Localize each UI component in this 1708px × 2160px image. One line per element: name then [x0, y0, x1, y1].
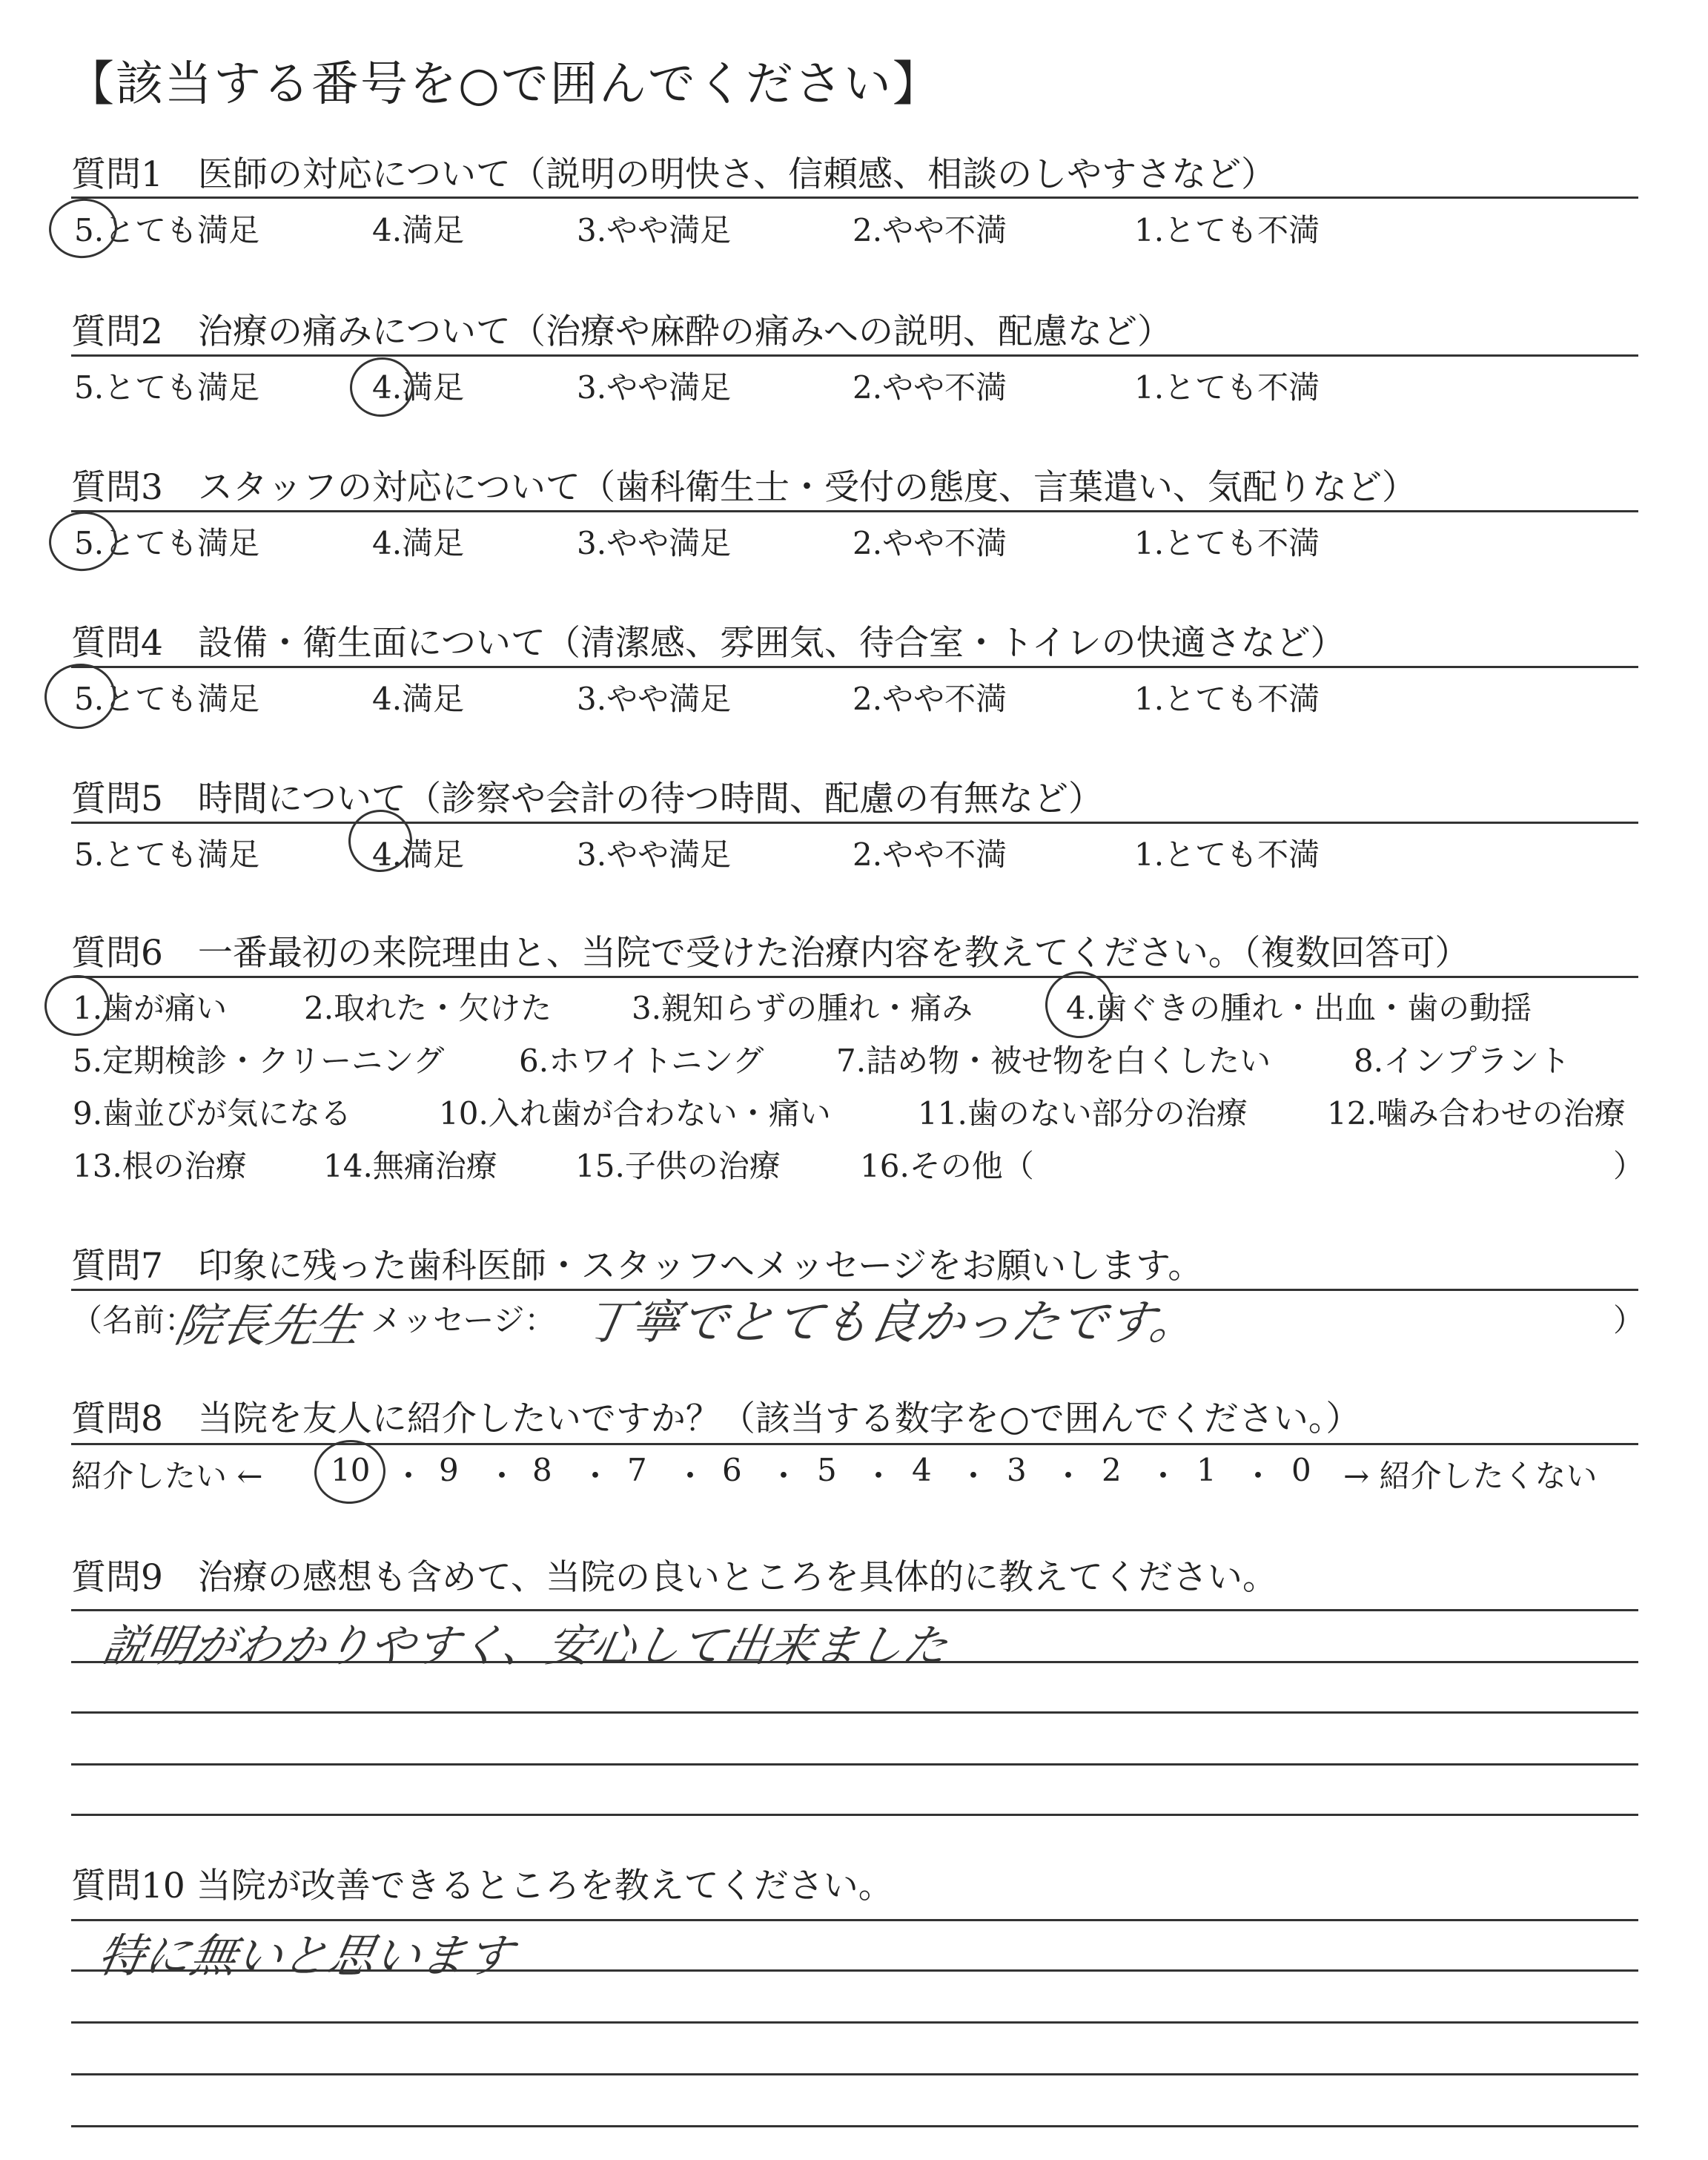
scale-right-label: → 紹介したくない [1343, 1458, 1598, 1494]
selection-circle [42, 660, 119, 733]
question-title: 質問7 印象に残った歯科医師・スタッフへメッセージをお願いします。 [71, 1246, 1203, 1287]
selection-circle [42, 972, 113, 1040]
reason-option[interactable]: 4.歯ぐきの腫れ・出血・歯の動揺 [1066, 990, 1532, 1026]
answer-line [71, 2125, 1638, 2127]
answer-line [71, 1711, 1638, 1714]
rating-option-1[interactable]: 1.とても不満 [1134, 681, 1320, 717]
reason-option[interactable]: 3.親知らずの腫れ・痛み [632, 990, 973, 1026]
rating-option-3[interactable]: 3.やや満足 [577, 525, 732, 561]
answer-line [71, 1969, 1638, 1972]
question-title: 質問4 設備・衛生面について（清潔感、雰囲気、待合室・トイレの快適さなど） [71, 623, 1345, 664]
reason-option[interactable]: 12.噛み合わせの治療 [1327, 1095, 1626, 1132]
question-title: 質問6 一番最初の来院理由と、当院で受けた治療内容を教えてください。（複数回答可） [71, 933, 1470, 974]
question-title: 質問10 当院が改善できるところを教えてください。 [71, 1866, 893, 1906]
reason-option[interactable]: 6.ホワイトニング [519, 1043, 764, 1079]
scale-separator: ・ [1242, 1458, 1274, 1494]
scale-separator: ・ [393, 1458, 425, 1494]
selection-circle [311, 1436, 388, 1507]
scale-separator: ・ [1148, 1458, 1179, 1494]
message-label: メッセージ： [371, 1302, 556, 1338]
reason-option[interactable]: 15.子供の治療 [575, 1148, 781, 1184]
scale-value-1[interactable]: 1 [1196, 1452, 1217, 1488]
question-title: 質問1 医師の対応について（説明の明快さ、信頼感、相談のしやすさなど） [71, 154, 1277, 195]
scale-value-10[interactable]: 10 [331, 1452, 371, 1488]
reason-option[interactable]: 10.入れ歯が合わない・痛い [439, 1095, 831, 1132]
rating-option-3[interactable]: 3.やや満足 [577, 836, 732, 873]
scale-value-9[interactable]: 9 [439, 1452, 459, 1488]
reason-option[interactable]: 9.歯並びが気になる [73, 1095, 352, 1132]
answer-line [71, 2021, 1638, 2024]
rating-option-5[interactable]: 5.とても満足 [74, 681, 260, 717]
reason-option-other[interactable]: 16.その他（ [860, 1148, 1034, 1184]
answer-handwriting: 説明がわかりやすく、安心して出来ました [98, 1620, 953, 1672]
name-label: （名前： [71, 1302, 196, 1338]
rating-option-4[interactable]: 4.満足 [372, 525, 465, 561]
rating-option-1[interactable]: 1.とても不満 [1134, 369, 1320, 406]
question-title: 質問2 治療の痛みについて（治療や麻酔の痛みへの説明、配慮など） [71, 311, 1173, 352]
question-title: 質問3 スタッフの対応について（歯科衛生士・受付の態度、言葉遣い、気配りなど） [71, 467, 1417, 508]
rating-option-5[interactable]: 5.とても満足 [74, 525, 260, 561]
rating-option-2[interactable]: 2.やや不満 [853, 369, 1007, 406]
reason-option[interactable]: 1.歯が痛い [73, 990, 228, 1026]
reason-option[interactable]: 14.無痛治療 [323, 1148, 497, 1184]
close-paren: ） [1613, 1302, 1645, 1338]
answer-line [71, 1661, 1638, 1663]
rating-option-5[interactable]: 5.とても満足 [74, 212, 260, 248]
rating-option-3[interactable]: 3.やや満足 [577, 369, 732, 406]
rating-option-2[interactable]: 2.やや不満 [853, 681, 1007, 717]
question-title: 質問8 当院を友人に紹介したいですか？（該当する数字を○で囲んでください。） [71, 1398, 1361, 1439]
scale-value-3[interactable]: 3 [1007, 1452, 1027, 1488]
scale-separator: ・ [958, 1458, 990, 1494]
rating-option-4[interactable]: 4.満足 [372, 681, 465, 717]
question-title: 質問9 治療の感想も含めて、当院の良いところを具体的に教えてください。 [71, 1557, 1277, 1598]
divider [71, 354, 1638, 357]
scale-separator: ・ [768, 1458, 800, 1494]
rating-option-4[interactable]: 4.満足 [372, 212, 465, 248]
divider [71, 196, 1638, 199]
rating-option-4[interactable]: 4.満足 [372, 369, 465, 406]
reason-option[interactable]: 8.インプラント [1354, 1043, 1571, 1079]
scale-value-0[interactable]: 0 [1291, 1452, 1311, 1488]
reason-option[interactable]: 11.歯のない部分の治療 [918, 1095, 1248, 1132]
name-handwriting: 院長先生 [171, 1298, 365, 1353]
scale-value-6[interactable]: 6 [722, 1452, 742, 1488]
scale-separator: ・ [580, 1458, 612, 1494]
rating-option-1[interactable]: 1.とても不満 [1134, 836, 1320, 873]
other-close-paren: ） [1613, 1148, 1645, 1184]
scale-value-8[interactable]: 8 [532, 1452, 552, 1488]
rating-option-1[interactable]: 1.とても不満 [1134, 212, 1320, 248]
answer-handwriting: 特に無いと思います [93, 1929, 517, 1983]
divider [71, 976, 1638, 978]
rating-option-5[interactable]: 5.とても満足 [74, 369, 260, 406]
message-handwriting: 丁寧でとても良かったです。 [580, 1295, 1203, 1350]
reason-option[interactable]: 2.取れた・欠けた [304, 990, 552, 1026]
scale-value-4[interactable]: 4 [912, 1452, 932, 1488]
answer-line [71, 1763, 1638, 1766]
divider [71, 822, 1638, 824]
rating-option-2[interactable]: 2.やや不満 [853, 212, 1007, 248]
rating-option-4[interactable]: 4.満足 [372, 836, 465, 873]
answer-line [71, 2073, 1638, 2075]
scale-value-2[interactable]: 2 [1102, 1452, 1122, 1488]
question-title: 質問5 時間について（診察や会計の待つ時間、配慮の有無など） [71, 779, 1103, 819]
form-header: 【該当する番号を○で囲んでください】 [67, 57, 941, 112]
rating-option-2[interactable]: 2.やや不満 [853, 836, 1007, 873]
rating-option-2[interactable]: 2.やや不満 [853, 525, 1007, 561]
rating-option-1[interactable]: 1.とても不満 [1134, 525, 1320, 561]
answer-line [71, 1814, 1638, 1816]
reason-option[interactable]: 13.根の治療 [73, 1148, 247, 1184]
scale-left-label: 紹介したい ← [71, 1458, 263, 1494]
rating-option-3[interactable]: 3.やや満足 [577, 212, 732, 248]
divider [71, 1443, 1638, 1445]
rating-option-5[interactable]: 5.とても満足 [74, 836, 260, 873]
scale-value-5[interactable]: 5 [817, 1452, 837, 1488]
reason-option[interactable]: 5.定期検診・クリーニング [73, 1043, 445, 1079]
scale-separator: ・ [486, 1458, 518, 1494]
divider [71, 510, 1638, 512]
reason-option[interactable]: 7.詰め物・被せ物を白くしたい [836, 1043, 1271, 1079]
divider [71, 666, 1638, 668]
selection-circle [46, 508, 120, 574]
selection-circle [46, 195, 120, 261]
scale-separator: ・ [1053, 1458, 1085, 1494]
scale-value-7[interactable]: 7 [627, 1452, 647, 1488]
rating-option-3[interactable]: 3.やや満足 [577, 681, 732, 717]
scale-separator: ・ [675, 1458, 706, 1494]
selection-circle [1042, 968, 1117, 1041]
scale-separator: ・ [863, 1458, 895, 1494]
